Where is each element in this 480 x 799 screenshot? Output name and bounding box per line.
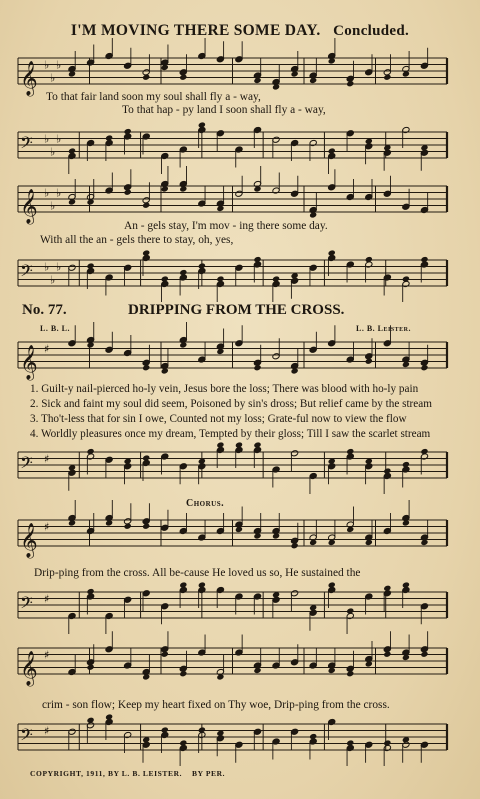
staff-system-3-bass (0, 444, 480, 496)
copyright-notice (30, 769, 225, 778)
treble-clef-icon: 𝄞 (20, 61, 38, 96)
sharp-icon: ♯ (44, 342, 50, 356)
bass-clef-icon: 𝄢 (20, 132, 33, 157)
sharp-icon: ♯ (44, 648, 50, 662)
lyrics-system-1-upper: To that fair land soon my soul shall fly a - way, (46, 91, 261, 103)
sharp-icon: ♯ (44, 520, 50, 534)
treble-clef-icon: 𝄞 (20, 189, 38, 224)
permission-text: BY PER. (192, 769, 226, 778)
section-title-text: I'M MOVING THERE SOME DAY. (70, 22, 321, 39)
sharp-icon: ♯ (44, 724, 50, 738)
flat-icon: ♭ (50, 199, 56, 213)
bass-clef-icon: 𝄢 (20, 592, 33, 617)
verse-1: 1. Guilt-y nail-pierced ho-ly vein, Jesus bore the loss; There was blood with ho-ly pain (30, 383, 419, 395)
hymn-title: DRIPPING FROM THE CROSS. (128, 302, 345, 318)
music-credit: L. B. Leister. (356, 324, 412, 333)
staff-system-4-bass (0, 584, 480, 636)
sharp-icon: ♯ (44, 592, 50, 606)
flat-icon: ♭ (56, 186, 62, 200)
section-title-suffix: Concluded. (333, 23, 410, 39)
flat-icon: ♭ (56, 132, 62, 146)
copyright-text: COPYRIGHT, 1911, BY L. B. LEISTER. (30, 769, 183, 778)
staff-system-2-bass (0, 252, 480, 304)
flat-icon: ♭ (44, 260, 50, 274)
treble-clef-icon: 𝄞 (20, 651, 38, 686)
flat-icon: ♭ (44, 58, 50, 72)
chorus-lyrics-2: crim - son flow; Keep my heart fixed on Thy woe, Drip-ping from the cross. (42, 699, 390, 711)
flat-icon: ♭ (50, 71, 56, 85)
words-credit: L. B. L. (40, 324, 71, 333)
treble-clef-icon: 𝄞 (20, 345, 38, 380)
lyrics-system-1-lower: To that hap - py land I soon shall fly a - way, (122, 104, 326, 116)
hymn-number: No. 77. (22, 302, 67, 318)
treble-clef-icon: 𝄞 (20, 523, 38, 558)
flat-icon: ♭ (50, 273, 56, 287)
flat-icon: ♭ (56, 260, 62, 274)
verse-3: 3. Tho't-less that for sin I owe, Counted not my loss; Grate-ful now to view the flow (30, 413, 407, 425)
verse-2: 2. Sick and faint my soul did seem, Poisoned by sin's dross; But relief came by the stream (30, 398, 432, 410)
sharp-icon: ♯ (44, 452, 50, 466)
lyrics-system-2-upper: An - gels stay, I'm mov - ing there some day. (124, 220, 328, 232)
staff-system-4-treble (0, 512, 480, 564)
bass-clef-icon: 𝄢 (20, 260, 33, 285)
flat-icon: ♭ (50, 145, 56, 159)
flat-icon: ♭ (56, 58, 62, 72)
lyrics-system-2-lower: With all the an - gels there to stay, oh, yes, (40, 234, 234, 246)
section-title (0, 22, 480, 40)
flat-icon: ♭ (44, 132, 50, 146)
staff-system-1-bass (0, 124, 480, 176)
verse-4: 4. Worldly pleasures once my dream, Tempted by their gloss; Till I saw the scarlet stream (30, 428, 431, 440)
flat-icon: ♭ (44, 186, 50, 200)
chorus-lyrics-1: Drip-ping from the cross. All be-cause He loved us so, He sustained the (34, 567, 361, 579)
bass-clef-icon: 𝄢 (20, 724, 33, 749)
chorus-label: Chorus. (186, 498, 225, 509)
staff-system-5-treble (0, 640, 480, 692)
staff-system-5-bass (0, 716, 480, 768)
staff-system-3-treble (0, 334, 480, 386)
bass-clef-icon: 𝄢 (20, 452, 33, 477)
